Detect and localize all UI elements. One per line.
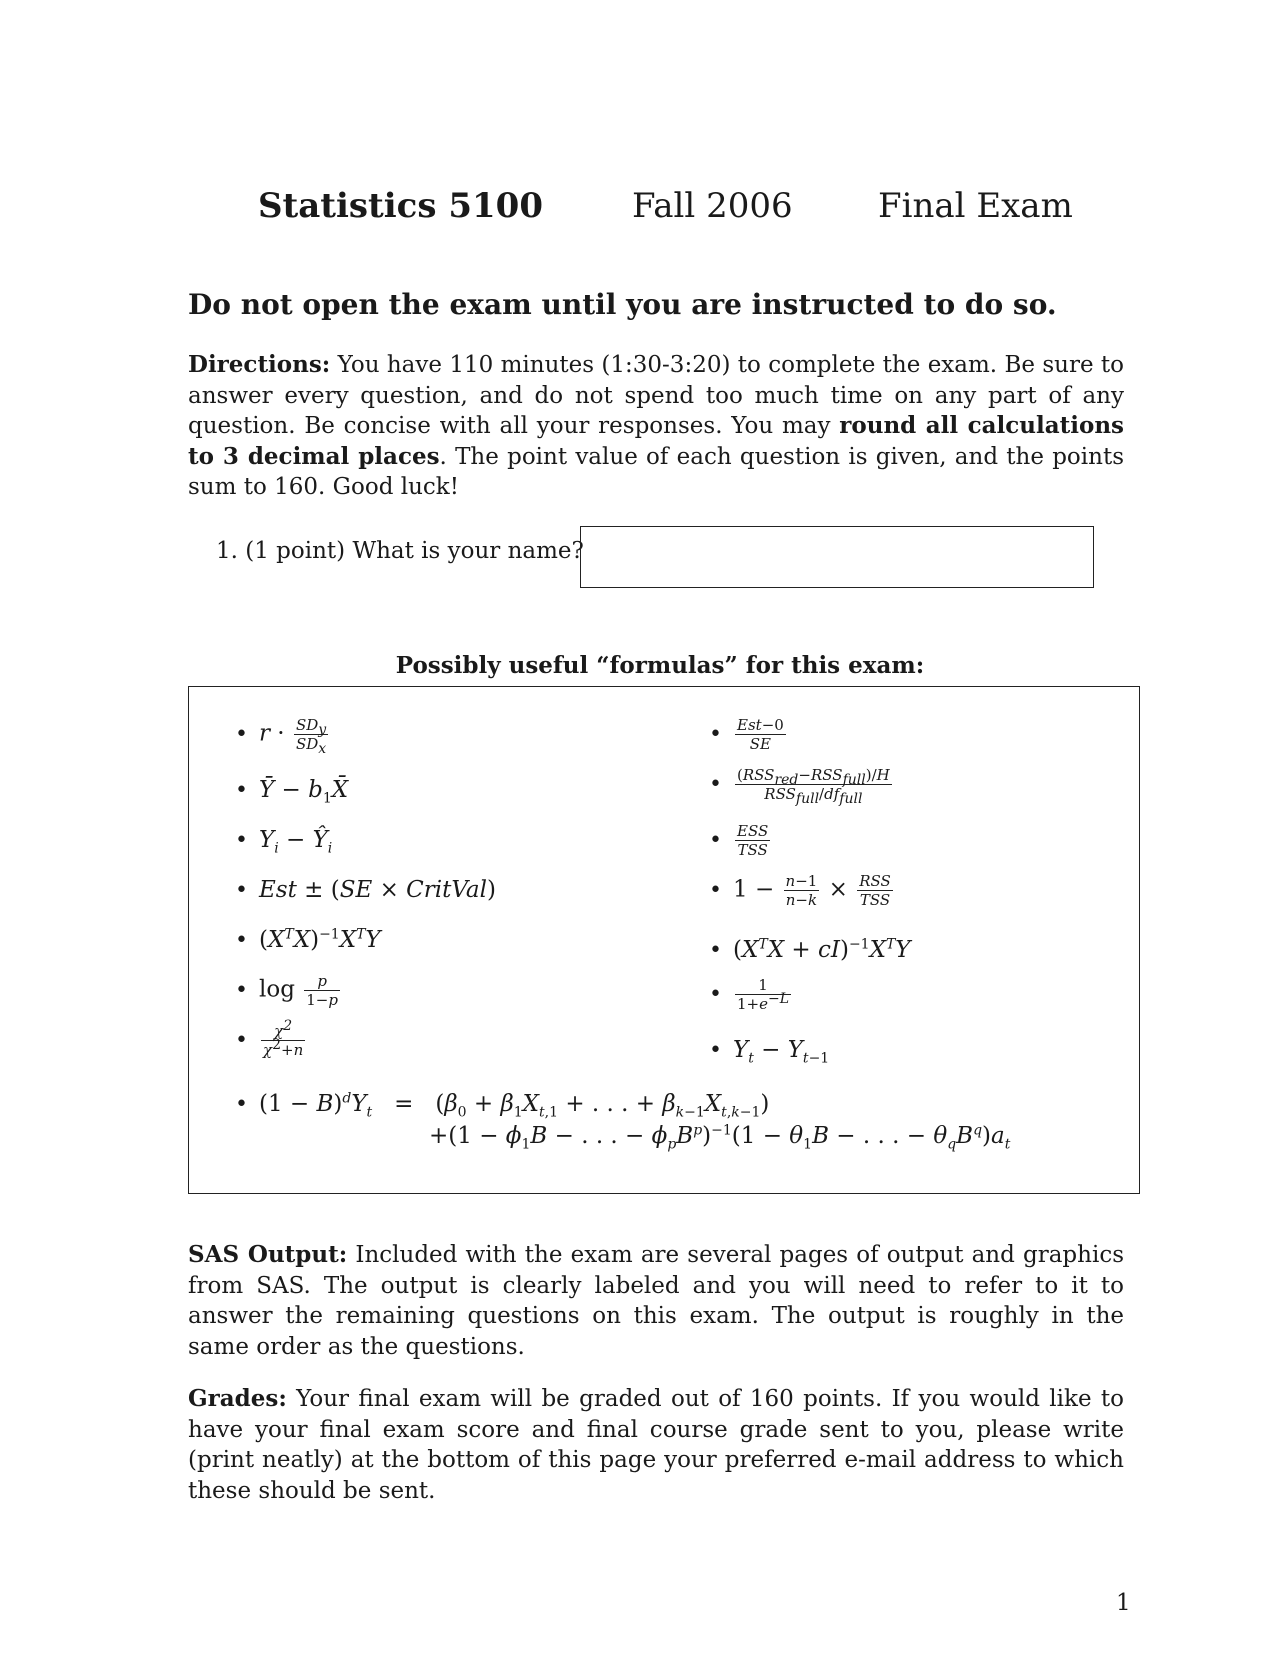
name-answer-box[interactable]	[580, 526, 1094, 588]
directions-label: Directions:	[188, 351, 331, 378]
course-title: Statistics 5100	[258, 186, 543, 226]
formula-least-squares: • $(X^TX)^{-1}X^TY$	[235, 926, 381, 953]
formula-logit: • log $\frac{p}{1-p}$	[235, 972, 338, 1009]
grades-label: Grades:	[188, 1385, 287, 1412]
exam-term: Fall 2006	[632, 186, 793, 226]
formulas-box	[188, 686, 1140, 1194]
formula-correlation-slope: • r · $\frac{SD_y}{SD_x}$	[235, 716, 327, 757]
formula-partial-f: • $\frac{(RSS_{red}-RSS_{full})/H}{RSS_{full}/df_{full}}$	[709, 766, 890, 807]
directions-text-2: . The point value of each question is given, and the points sum to 160. Good luck!	[188, 443, 1124, 500]
formula-ridge-regression: • $(X^TX + cI)^{-1}X^TY$	[709, 936, 911, 963]
formula-adjusted-r-squared: • 1 − $\frac{n-1}{n-k}$ × $\frac{\text{RSS}}{\text{TSS}}$	[709, 872, 891, 909]
formula-confidence-interval: • Est ± (SE × CritVal)	[235, 877, 496, 903]
page-number: 1	[1116, 1590, 1131, 1616]
formula-logistic: • $\frac{1}{1+e^{-L}}$	[709, 976, 790, 1013]
directions-text-1: You have 110 minutes (1:30-3:20) to complete the exam. Be sure to answer every question, and do not spend too much time on any part of any question. Be concise with all your responses. You may	[188, 352, 1124, 439]
grades-paragraph	[188, 1384, 1124, 1506]
formula-test-statistic: • $\frac{\text{Est−0}}{SE}$	[709, 716, 784, 753]
grades-text: Your final exam will be graded out of 160 points. If you would like to have your final exam score and final course grade sent to you, please write (print neatly) at the bottom of this page your preferred e-mail address to which these should be sent.	[188, 1386, 1124, 1504]
formula-chi-square-ratio: • $\frac{\chi^2}{\chi^2+n}$	[235, 1018, 304, 1059]
formula-intercept: • Ȳ − $b_1X̄$	[235, 777, 349, 807]
exam-title: Final Exam	[878, 186, 1073, 226]
sas-output-text: Included with the exam are several pages of output and graphics from SAS. The output is clearly labeled and you will need to refer to it to answer the remaining questions on this exam. The output is roughly in the same order as the questions.	[188, 1242, 1124, 1360]
formula-difference: • $Y_t - Y_{t-1}$	[709, 1037, 830, 1067]
sas-output-paragraph	[188, 1240, 1124, 1362]
directions-paragraph	[188, 350, 1124, 503]
formulas-title: Possibly useful “formulas” for this exam:	[395, 652, 925, 679]
formula-arima-line-2: $+(1 - \phi_1B$ − . . . − $\phi_pB^p)^{-1}(1 - \theta_1B$ − . . . − $\theta_qB^q)a_t$	[429, 1122, 1011, 1153]
sas-output-label: SAS Output:	[188, 1241, 348, 1268]
formula-arima-line-1: • $(1 - B)^dY_t = (\beta_0 + \beta_1X_{t,1}$ + . . . + $\beta_{k-1}X_{t,k-1}$)	[235, 1090, 770, 1121]
warning-heading: Do not open the exam until you are instructed to do so.	[188, 288, 1057, 321]
formula-r-squared: • $\frac{\text{ESS}}{\text{TSS}}$	[709, 822, 769, 859]
formula-residual: • $Y_i$ − $Ŷ_i$	[235, 827, 333, 857]
question-1: 1. (1 point) What is your name?	[216, 538, 584, 564]
directions-bold-text: round all calculations to 3 decimal places	[188, 412, 1124, 470]
